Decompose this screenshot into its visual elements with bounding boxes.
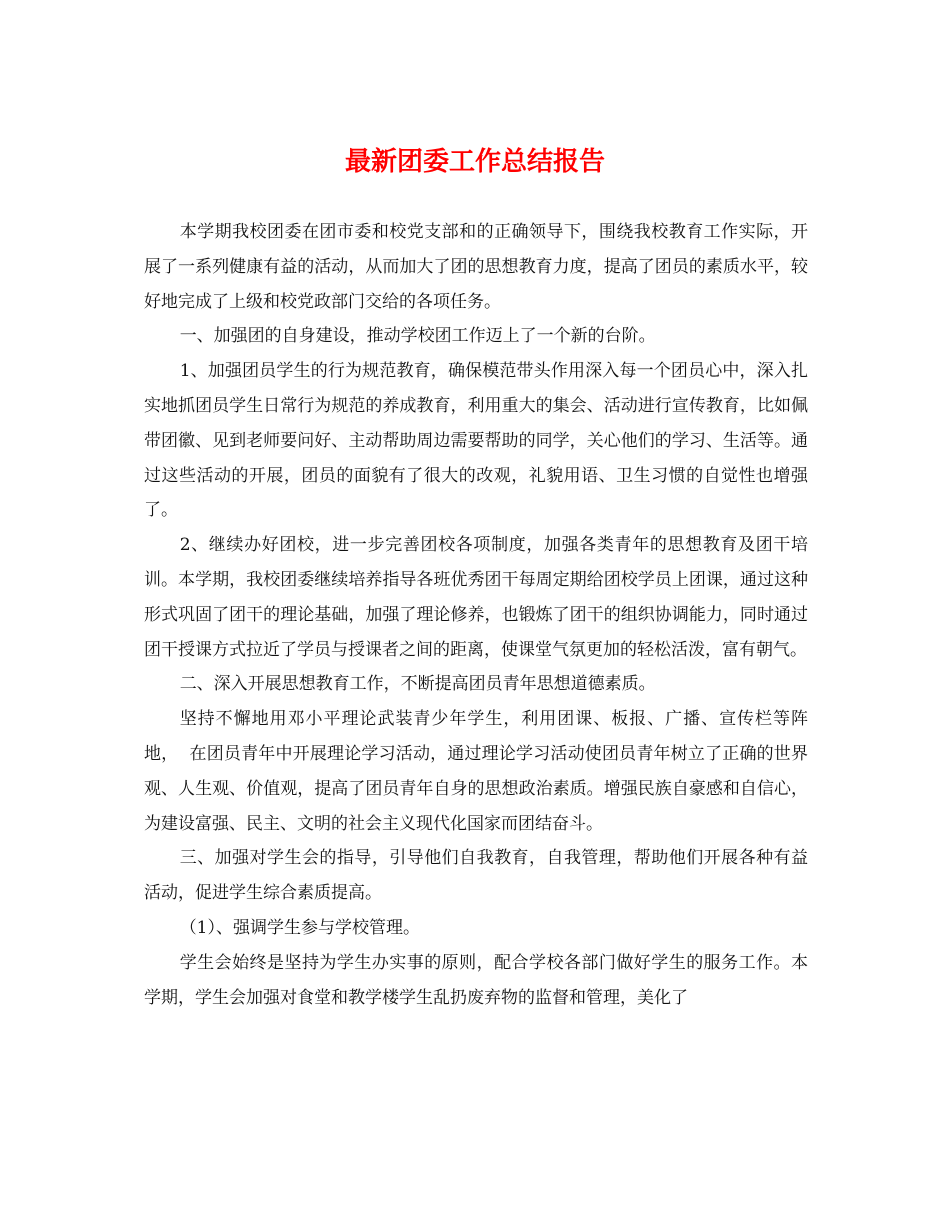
paragraph-intro: 本学期我校团委在团市委和校党支部和的正确领导下，围绕我校教育工作实际，开展了一系列健康有益的活动，从而加大了团的思想教育力度，提高了团员的素质水平，较好地完成了上级和校党政部门交给的各项任务。 [144, 222, 808, 312]
paragraph-item-2: 2、继续办好团校，进一步完善团校各项制度，加强各类青年的思想教育及团干培训。本学期，我校团委继续培养指导各班优秀团干每周定期给团校学员上团课，通过这种形式巩固了团干的理论基础，加强了理论修养，也锻炼了团干的组织协调能力，同时通过团干授课方式拉近了学员与授课者之间的距离，使课堂气氛更加的轻松活泼，富有朝气。 [144, 535, 808, 660]
section-heading-3: 三、加强对学生会的指导，引导他们自我教育，自我管理，帮助他们开展各种有益活动，促进学生综合素质提高。 [144, 848, 808, 904]
section-heading-1: 一、加强团的自身建设，推动学校团工作迈上了一个新的台阶。 [179, 326, 656, 347]
document-title: 最新团委工作总结报告 [344, 147, 605, 177]
section-heading-2: 二、深入开展思想教育工作，不断提高团员青年思想道德素质。 [179, 674, 656, 695]
paragraph-item-1: 1、加强团员学生的行为规范教育，确保模范带头作用深入每一个团员心中，深入扎实地抓团员学生日常行为规范的养成教育，利用重大的集会、活动进行宣传教育，比如佩带团徽、见到老师要问好、主动帮助周边需要帮助的同学，关心他们的学习、生活等。通过这些活动的开展，团员的面貌有了很大的改观，礼貌用语、卫生习惯的自觉性也增强了。 [144, 361, 808, 521]
subheading-3-1: （1）、强调学生参与学校管理。 [179, 917, 421, 938]
document-body [144, 215, 808, 1015]
paragraph-section-3-1: 学生会始终是坚持为学生办实事的原则，配合学校各部门做好学生的服务工作。本学期，学生会加强对食堂和教学楼学生乱扔废弃物的监督和管理，美化了 [144, 952, 808, 1008]
paragraph-section-2: 坚持不懈地用邓小平理论武装青少年学生，利用团课、板报、广播、宣传栏等阵地， 在团员青年中开展理论学习活动，通过理论学习活动使团员青年树立了正确的世界观、人生观、价值观，提高了团员青年自身的思想政治素质。增强民族自豪感和自信心，为建设富强、民主、文明的社会主义现代化国家而团结奋斗。 [144, 709, 808, 834]
